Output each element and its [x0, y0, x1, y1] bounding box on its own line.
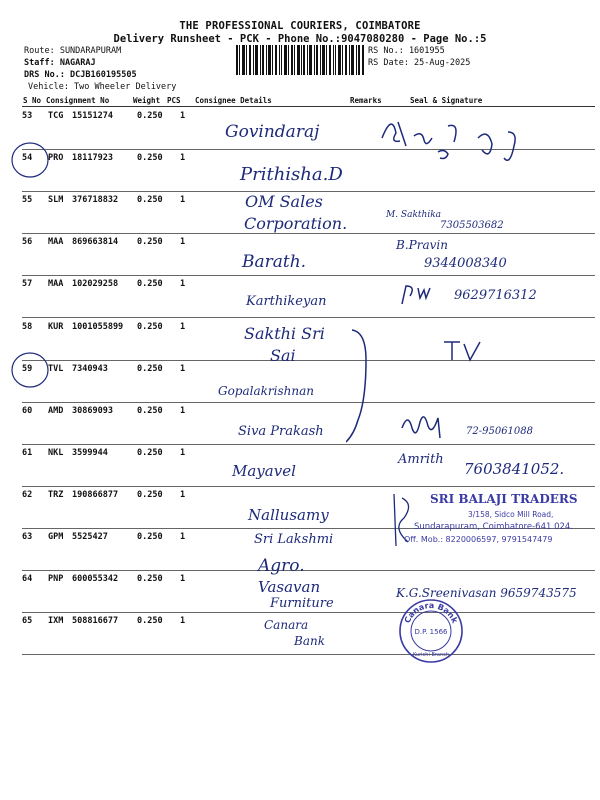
hand-name: Gopalakrishnan	[218, 384, 314, 398]
hand-phone: 9629716312	[454, 288, 537, 303]
hand-name: Agro.	[258, 556, 305, 576]
row-weight: 0.250	[137, 153, 163, 164]
handwritten-signature	[400, 282, 450, 306]
col-pcs: PCS	[167, 96, 181, 105]
row-sno: 59	[22, 363, 33, 374]
table-row	[22, 233, 595, 276]
row-consignment-code: KUR	[48, 321, 64, 332]
col-seal: Seal & Signature	[410, 96, 483, 105]
row-sno: 65	[22, 616, 33, 627]
col-consignee: Consignee Details	[195, 96, 272, 105]
row-consignment-number: 508816677	[72, 616, 119, 627]
col-consignment: Consignment No	[46, 96, 110, 105]
row-consignment-code: NKL	[48, 447, 64, 458]
vehicle-label: Vehicle: Two Wheeler Delivery	[28, 82, 177, 92]
handwritten-signature	[378, 108, 538, 168]
row-sno: 56	[22, 237, 33, 248]
hand-phone: 72-95061088	[466, 426, 534, 437]
hand-signature: M. Sakthika	[386, 210, 442, 220]
rs-date: RS Date: 25-Aug-2025	[368, 58, 471, 68]
row-pcs: 1	[180, 195, 186, 206]
hand-phone: 7603841052.	[464, 460, 565, 478]
row-pcs: 1	[180, 153, 186, 164]
runsheet-subtitle: Delivery Runsheet - PCK - Phone No.:9047080280 - Page No.:5	[113, 33, 487, 45]
stamp-company-name: SRI BALAJI TRADERS	[430, 492, 578, 506]
row-pcs: 1	[180, 363, 186, 374]
row-consignment-code: TVL	[48, 363, 64, 374]
row-consignment-code: IXM	[48, 616, 64, 627]
row-weight: 0.250	[137, 489, 163, 500]
row-consignment-code: AMD	[48, 405, 64, 416]
hand-name: Corporation.	[244, 214, 348, 233]
stamp-address-line: Sundarapuram, Coimbatore-641 024.	[414, 522, 574, 532]
bank-seal	[398, 598, 464, 664]
hand-signature: K.G.Sreenivasan 9659743575	[396, 586, 577, 600]
row-pcs: 1	[180, 532, 186, 542]
business-stamp	[388, 488, 594, 550]
hand-phone: 9344008340	[424, 256, 507, 271]
row-sno: 64	[22, 574, 33, 585]
row-sno: 61	[22, 447, 33, 458]
row-consignment-code: PRO	[48, 153, 64, 164]
row-weight: 0.250	[137, 405, 163, 416]
row-consignment-number: 102029258	[72, 279, 119, 290]
rs-number: RS No.: 1601955	[368, 46, 445, 56]
row-consignment-number: 15151274	[72, 111, 113, 121]
seal-bank-name: Canara Bank	[402, 600, 460, 625]
row-weight: 0.250	[137, 195, 163, 206]
row-weight: 0.250	[137, 321, 163, 332]
hand-name: Canara	[264, 618, 309, 632]
seal-branch: Kurichi Branch	[412, 652, 450, 658]
col-sno: S No	[23, 96, 42, 105]
row-weight: 0.250	[137, 447, 163, 458]
row-weight: 0.250	[137, 363, 163, 374]
hand-signature: B.Pravin	[396, 238, 448, 252]
row-pcs: 1	[180, 489, 186, 500]
drs-number: DRS No.: DCJB160195505	[24, 70, 137, 80]
row-pcs: 1	[180, 447, 186, 458]
row-pcs: 1	[180, 279, 186, 290]
row-consignment-number: 5525427	[72, 532, 108, 542]
row-consignment-code: TCG	[48, 111, 64, 121]
row-consignment-number: 190866877	[72, 489, 119, 500]
row-weight: 0.250	[137, 111, 163, 121]
hand-name: Nallusamy	[248, 506, 329, 524]
hand-name: Sri Lakshmi	[254, 532, 334, 547]
row-sno: 60	[22, 405, 33, 416]
row-pcs: 1	[180, 237, 186, 248]
hand-name: Karthikeyan	[246, 294, 327, 309]
row-sno: 62	[22, 489, 33, 500]
row-weight: 0.250	[137, 574, 163, 585]
hand-name: Sakthi Sri	[244, 324, 325, 343]
row-weight: 0.250	[137, 616, 163, 627]
seal-center-text: D.P. 1566	[414, 628, 448, 636]
row-consignment-number: 3599944	[72, 447, 108, 458]
row-sno: 53	[22, 111, 33, 121]
hand-signature: Amrith	[398, 452, 444, 467]
row-pcs: 1	[180, 111, 186, 121]
hand-name: Vasavan	[258, 578, 321, 596]
bracket-mark	[346, 326, 376, 446]
row-consignment-code: MAA	[48, 237, 64, 248]
row-weight: 0.250	[137, 237, 163, 248]
row-consignment-number: 1001055899	[72, 321, 124, 332]
handwritten-signature	[398, 410, 454, 440]
hand-name: Prithisha.D	[240, 164, 343, 185]
hand-name: Mayavel	[232, 462, 296, 480]
row-consignment-number: 18117923	[72, 153, 113, 164]
hand-phone: 7305503682	[440, 220, 504, 231]
row-consignment-number: 7340943	[72, 363, 108, 374]
hand-name: Sai	[270, 346, 296, 365]
row-consignment-number: 30869093	[72, 405, 113, 416]
row-consignment-code: GPM	[48, 532, 64, 542]
row-sno: 54	[22, 153, 33, 164]
row-pcs: 1	[180, 574, 186, 585]
row-consignment-number: 869663814	[72, 237, 119, 248]
row-consignment-code: SLM	[48, 195, 64, 206]
hand-name: OM Sales	[245, 192, 323, 211]
hand-name: Furniture	[270, 596, 334, 611]
company-title: THE PROFESSIONAL COURIERS, COIMBATORE	[179, 20, 421, 32]
row-sno: 63	[22, 532, 33, 542]
barcode	[236, 45, 364, 75]
row-sno: 55	[22, 195, 33, 206]
col-weight: Weight	[133, 96, 161, 105]
hand-name: Barath.	[242, 252, 307, 272]
row-sno: 57	[22, 279, 33, 290]
stamp-phone-line: Off. Mob.: 8220006597, 9791547479	[404, 535, 553, 544]
col-remarks: Remarks	[350, 96, 382, 105]
row-consignment-number: 376718832	[72, 195, 119, 206]
row-pcs: 1	[180, 616, 186, 627]
row-weight: 0.250	[137, 279, 163, 290]
row-pcs: 1	[180, 405, 186, 416]
row-consignment-code: TRZ	[48, 489, 64, 500]
row-pcs: 1	[180, 321, 186, 332]
stamp-address-line: 3/158, Sidco Mill Road,	[468, 510, 554, 519]
row-consignment-code: PNP	[48, 574, 64, 585]
staff-label: Staff: NAGARAJ	[24, 58, 96, 68]
circle-mark	[10, 350, 50, 390]
handwritten-signature	[440, 336, 490, 364]
row-sno: 58	[22, 321, 33, 332]
row-consignment-number: 600055342	[72, 574, 119, 585]
svg-text:Canara Bank	[403, 601, 460, 625]
route-label: Route: SUNDARAPURAM	[24, 46, 122, 56]
circle-mark	[10, 140, 50, 180]
hand-name: Siva Prakash	[238, 424, 324, 439]
hand-name: Govindaraj	[225, 122, 320, 142]
hand-name: Bank	[294, 634, 325, 648]
row-weight: 0.250	[137, 532, 163, 542]
row-consignment-code: MAA	[48, 279, 64, 290]
